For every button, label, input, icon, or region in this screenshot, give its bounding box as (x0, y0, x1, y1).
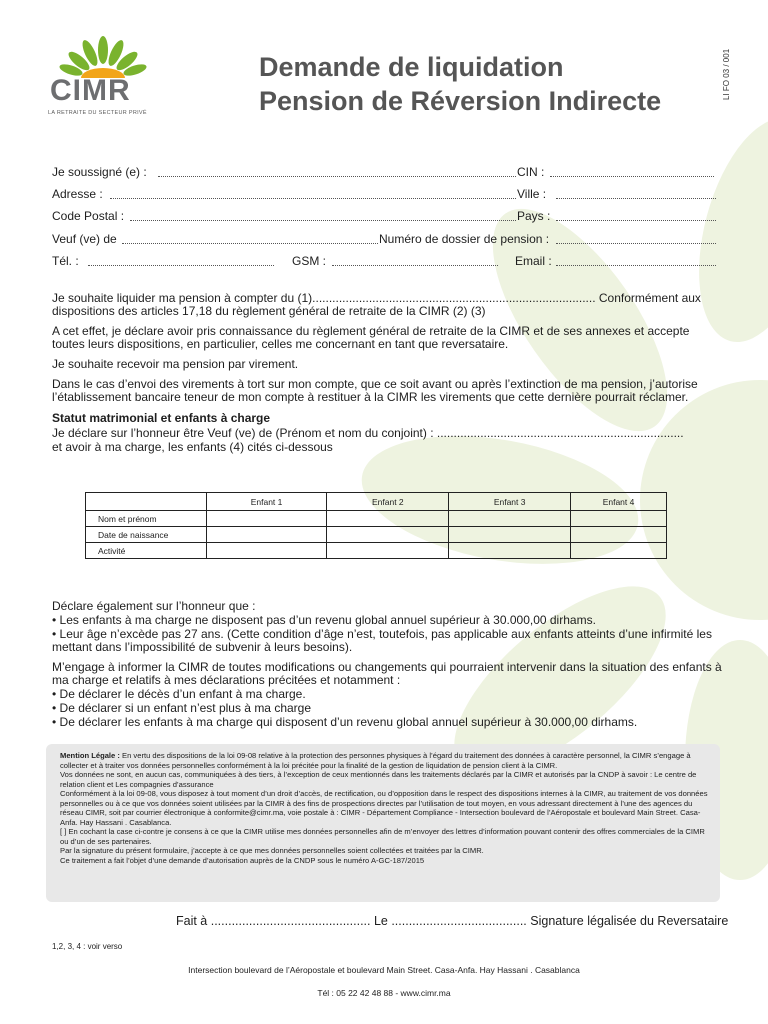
legal-paragraph-1: En vertu des dispositions de la loi 09-08 relative à la protection des personnes physiques à l’égard du traitement des données à caractère personnel, la CIMR s’engage à collecter et à traiter vos données personnelles conformément à la loi précitée pour la finalité de la gestion de liquidation de pension client à la CIMR. (60, 751, 691, 770)
engagement-bullet-1: • De déclarer le décès d’un enfant à ma charge. (52, 687, 306, 701)
row-code-postal (52, 208, 718, 224)
table-cell[interactable] (327, 543, 449, 559)
statut-line-2: et avoir à ma charge, les enfants (4) cités ci-dessous (52, 440, 333, 454)
page-title (259, 50, 661, 118)
table-cell[interactable] (206, 527, 327, 543)
footnote-reference: 1,2, 3, 4 : voir verso (52, 942, 123, 951)
table-header-enfant-4: Enfant 4 (571, 493, 667, 511)
table-cell[interactable] (449, 511, 571, 527)
legal-paragraph-2: Vos données ne sont, en aucun cas, communiquées à des tiers, à l’exception de ceux mentionnés dans les traitements déclarés par la CIMR et autorisés par la CNDP à savoir : Le centre de relation client et Les compagnies d’assurance (60, 770, 697, 789)
email-label: Email : (515, 254, 552, 268)
table-cell[interactable] (449, 543, 571, 559)
statut-line-1: Je déclare sur l’honneur être Veuf (ve) de (Prénom et nom du conjoint) : .......................................................................... (52, 426, 684, 440)
soussigne-field[interactable] (158, 164, 516, 177)
gsm-field[interactable] (332, 253, 498, 266)
engagement-bullet-3: • De déclarer les enfants à ma charge qui disposent d’un revenu global annuel supérieur à 30.000,00 dirhams. (52, 715, 638, 729)
row-label-date: Date de naissance (86, 527, 207, 543)
paragraph-restitution: Dans le cas d’envoi des virements à tort sur mon compte, que ce soit avant ou après l’extinction de ma pension, j’autorise l’établissement bancaire teneur de mon compte à restituer à la CIMR les virements que cette dernière pourrait réclamer. (52, 377, 698, 404)
pays-label: Pays : (517, 209, 551, 223)
legal-notice-text (60, 751, 708, 865)
footer-contact: Tél : 05 22 42 48 88 - www.cimr.ma (317, 988, 451, 998)
email-field[interactable] (556, 253, 716, 266)
table-header-row (86, 493, 667, 511)
legal-consent-checkbox-text[interactable]: [ ] En cochant la case ci-contre je consens à ce que la CIMR utilise mes données personnelles afin de m’envoyer des lettres d’information pouvant contenir des offres commerciales de la CIMR ou d’un de ses partenaires. (60, 827, 705, 846)
children-table (85, 492, 667, 559)
dossier-field[interactable] (556, 231, 716, 244)
veuf-label: Veuf (ve) de (52, 232, 117, 246)
soussigne-label: Je soussigné (e) : (52, 165, 147, 179)
ville-label: Ville : (517, 187, 547, 201)
title-line-1: Demande de liquidation (259, 52, 564, 82)
paragraph-virement: Je souhaite recevoir ma pension par virement. (52, 357, 299, 371)
row-adresse (52, 186, 718, 202)
dossier-label: Numéro de dossier de pension : (379, 232, 550, 246)
title-line-2: Pension de Réversion Indirecte (259, 86, 662, 116)
table-cell[interactable] (571, 527, 667, 543)
pays-field[interactable] (556, 208, 716, 221)
signature-line[interactable]: Fait à .............................................. Le ....................................... Signature légalisée du Reversataire (176, 914, 729, 928)
row-soussigne (52, 164, 718, 180)
table-header-enfant-3: Enfant 3 (449, 493, 571, 511)
table-header-empty (86, 493, 207, 511)
table-cell[interactable] (327, 511, 449, 527)
row-contact (52, 253, 718, 269)
table-cell[interactable] (571, 543, 667, 559)
statut-title: Statut matrimonial et enfants à charge (52, 411, 271, 425)
form-reference: LI FO 03 / 001 (722, 48, 731, 100)
footer-address: Intersection boulevard de l’Aéropostale et boulevard Main Street. Casa-Anfa. Hay Hassani . Casablanca (188, 965, 580, 975)
table-row (86, 527, 667, 543)
table-cell[interactable] (449, 527, 571, 543)
legal-paragraph-3: Conformément à la loi 09-08, vous disposez à tout moment d’un droit d’accès, de rectification, ou d’opposition dans le respect des dispositions internes à la CIMR, au traitement de vos données personnelles ou à ce que vos données soient utilisées par la CIMR à des fins de prospections directes par l’utilisation de tout moyen, en vous adressant directement à l’une des agences du réseau CIMR, soit par courrier électronique à conformite@cimr.ma, voie postale à : CIMR - Département Compliance - Intersection boulevard de l’Aéropostale et boulevard Main Street. Casa-Anfa. Hay Hassani . Casablanca. (60, 789, 708, 827)
legal-paragraph-6: Ce traitement a fait l’objet d’une demande d’autorisation auprès de la CNDP sous le numéro A-GC-187/2015 (60, 855, 425, 865)
paragraph-reglement: A cet effet, je déclare avoir pris connaissance du règlement général de retraite de la CIMR et de ses annexes et accepte toutes leurs dispositions, en particulier, celles me concernant en tant que reversataire. (52, 324, 690, 351)
table-cell[interactable] (571, 511, 667, 527)
cin-field[interactable] (550, 164, 714, 177)
logo-text: CIMR (50, 74, 131, 107)
adresse-field[interactable] (110, 186, 516, 199)
row-veuf (52, 231, 718, 247)
paragraph-compter-du: Je souhaite liquider ma pension à compter du (1)..................................................................................... Conformément aux dispositions des articles 17,18 du règlement général de retraite de la CIMR (2) (3) (52, 291, 701, 318)
table-header-enfant-1: Enfant 1 (206, 493, 327, 511)
code-postal-field[interactable] (130, 208, 516, 221)
row-label-activite: Activité (86, 543, 207, 559)
legal-label: Mention Légale : (60, 751, 120, 760)
legal-paragraph-5: Par la signature du présent formulaire, j’accepte à ce que mes données personnelles soient collectées et traitées par la CIMR. (60, 846, 484, 855)
declaration-bullet-2: • Leur âge n’excède pas 27 ans. (Cette condition d’âge n’est, toutefois, pas applicable aux enfants atteints d’une infirmité les mettant dans l’impossibilité de subvenir à leurs besoins). (52, 627, 712, 654)
cin-label: CIN : (517, 165, 545, 179)
tel-label: Tél. : (52, 254, 79, 268)
adresse-label: Adresse : (52, 187, 103, 201)
code-postal-label: Code Postal : (52, 209, 125, 223)
logo-tagline: LA RETRAITE DU SECTEUR PRIVÉ (48, 110, 147, 116)
table-header-enfant-2: Enfant 2 (327, 493, 449, 511)
table-cell[interactable] (206, 511, 327, 527)
veuf-field[interactable] (122, 231, 378, 244)
ville-field[interactable] (556, 186, 716, 199)
tel-field[interactable] (88, 253, 274, 266)
gsm-label: GSM : (292, 254, 327, 268)
declaration-bullet-1: • Les enfants à ma charge ne disposent pas d’un revenu global annuel supérieur à 30.000,00 dirhams. (52, 613, 596, 627)
engagement-bullet-2: • De déclarer si un enfant n’est plus à ma charge (52, 701, 312, 715)
table-row (86, 543, 667, 559)
table-cell[interactable] (206, 543, 327, 559)
table-row (86, 511, 667, 527)
declaration-intro: Déclare également sur l’honneur que : (52, 599, 256, 613)
row-label-nom: Nom et prénom (86, 511, 207, 527)
engagement-text: M’engage à informer la CIMR de toutes modifications ou changements qui pourraient intervenir dans la situation des enfants à ma charge et relatifs à mes déclarations précitées et notamment : (52, 660, 722, 687)
table-cell[interactable] (327, 527, 449, 543)
